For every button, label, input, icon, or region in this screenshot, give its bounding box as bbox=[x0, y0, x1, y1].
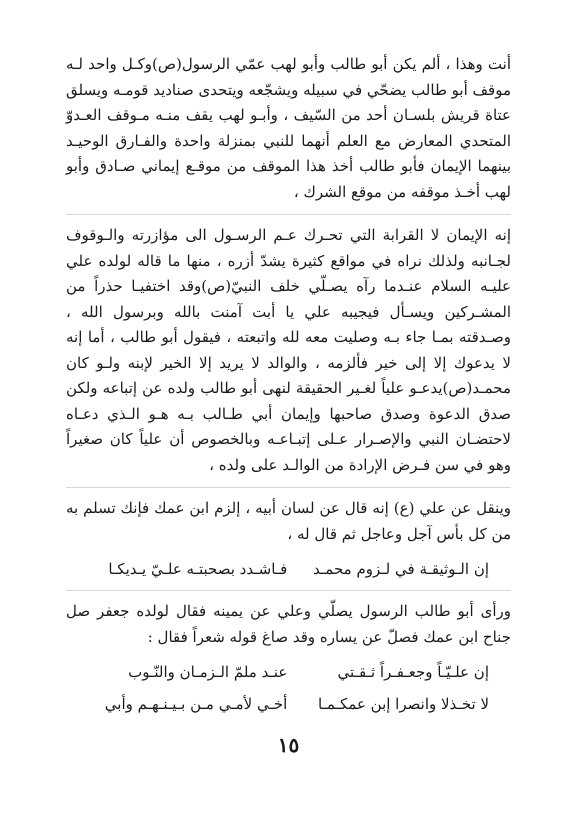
paragraph-1: أنت وهذا ، ألم يكن أبو طالب وأبو لهب عمّي الرسول(ص)وكـل واحد لـه موقف أبو طالب يضحّي في سبيله ويشجّعه ويتحدى صناديد قومـه ويسلق عتاة قريش بلسـان أحد من السّيف ، وأبـو لهب يقف منـه مـوقف العـدوّ المتحدي المعارض مع العلم أنهما للنبي بمنزلة واحدة والفـارق الوحيـد بينهما الإيمان فأبو طالب أخذ هذا الموقف من موقـع إيماني صـادق وأبو لهب أخـذ موقفه من موقع الشرك ، bbox=[66, 55, 511, 201]
separator-line bbox=[66, 487, 511, 488]
paragraph-4: ورأى أبو طالب الرسول يصلّي وعلي عن يمينه فقال لولده جعفر صل جناح ابن عمك فصلّ عن يساره وقد صاغ قوله شعراً فقال : bbox=[66, 602, 511, 646]
verse-second-hemistich: فـاشـدد بصحبتـه علـيّ يـديكـا bbox=[108, 560, 288, 578]
verse-first-hemistich: لا تخـذلا وانصرا إبن عمكـمـا bbox=[317, 695, 489, 713]
page-number: ١٥ bbox=[277, 733, 300, 757]
verse-line bbox=[66, 659, 511, 685]
verse-second-hemistich: عنـد ملمّ الـزمـان والنّـوب bbox=[128, 663, 288, 681]
paragraph-3: وينقل عن علي (ع) إنه قال عن لسان أبيه ، إلزم ابن عمك فإنك تسلم به من كل بأس آجل وعاجل ثم قال له ، bbox=[66, 499, 511, 543]
verse-line bbox=[66, 556, 511, 582]
verse-first-hemistich: إن الـوثيقـة في لـزوم محمـد bbox=[313, 560, 489, 578]
separator-line bbox=[66, 214, 511, 215]
verse-block-1 bbox=[66, 556, 511, 582]
verse-first-hemistich: إن علـيّـاً وجعـفـراً ثـقـتي bbox=[337, 663, 489, 681]
verse-block-2 bbox=[66, 659, 511, 717]
verse-second-hemistich: أخـي لأمـي مـن بـيـنـهـم وأبي bbox=[104, 695, 288, 713]
separator-line bbox=[66, 590, 511, 591]
paragraph-2: إنه الإيمان لا القرابة التي تحـرك عـم الرسـول الى مؤازرته والـوقوف لجـانبه ولذلك نراه في مواقع كثيرة يشدّ أزره ، منها ما قاله لولده علي عليـه السلام عنـدما رآه يصـلّي خلف النبيّ(ص)وقد اختفيـا حذراً من المشـركين ويسـأل فيجيبه علي يا أبت آمنت بالله وبرسول الله ، وصـدقته بمـا جاء بـه وصليت معه لله واتبعته ، فيقول أبو طالب ، أما إنه لا يدعوك إلا إلى خير فألزمه ، والوالد لا يريد إلا الخير لإبنه ولـو كان محمـد(ص)يدعـو علياً لغـير الحقيقة لنهى أبو طالب ولده عن إتباعه ولكن صدق الدعوة وصدق صاحبها وإيمان أبي طـالب بـه هـو الـذي دعـاه لاحتضـان النبي والإصـرار عـلى إتبـاعـه وبالخصوص أن علياً كان صغيراً وهو في سن فـرض الإرادة من الوالـد على ولده ، bbox=[66, 226, 511, 474]
verse-line bbox=[66, 691, 511, 717]
